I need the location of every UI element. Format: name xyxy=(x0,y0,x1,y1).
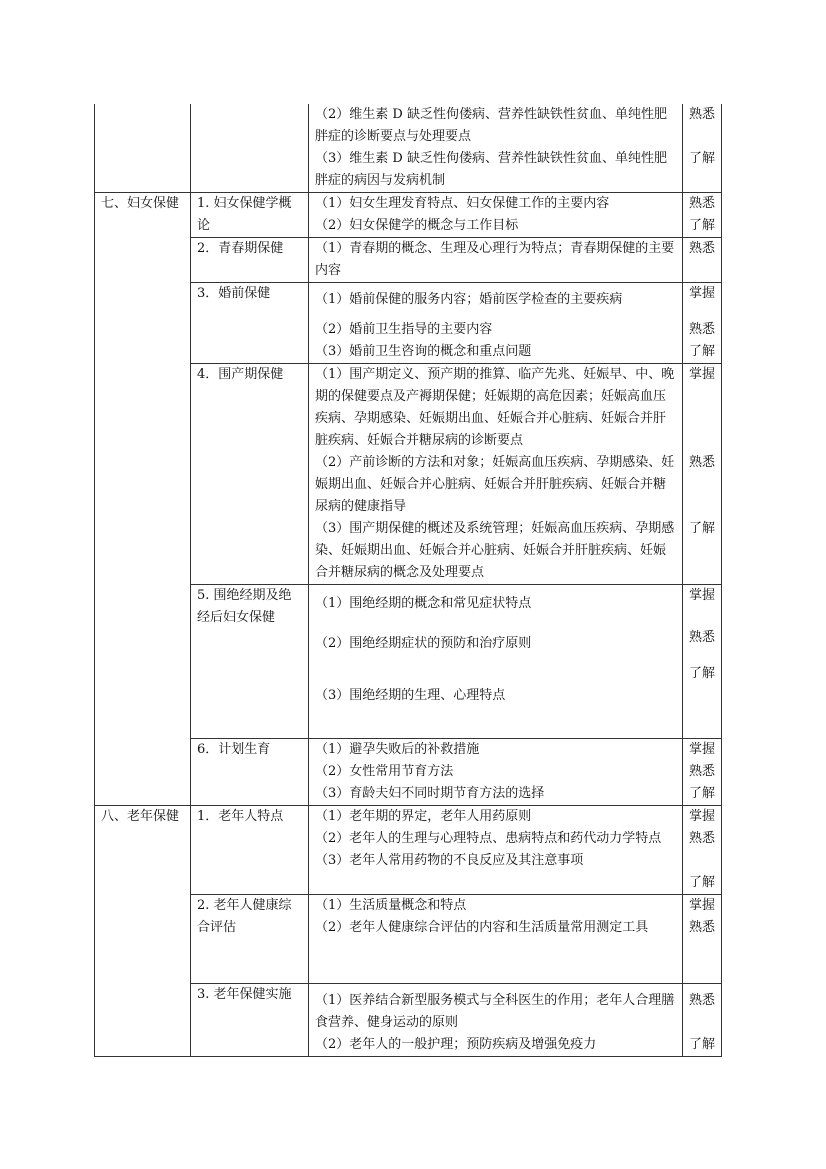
level-cell xyxy=(683,104,722,193)
content-cell xyxy=(309,364,683,585)
content-item: （2）老年人的生理与心理特点、患病特点和药代动力学特点 xyxy=(315,831,662,846)
content-cell xyxy=(309,984,683,1057)
content-cell xyxy=(309,238,683,283)
level-label: 掌握 xyxy=(688,286,715,301)
content-item: （2）妇女保健学的概念与工作目标 xyxy=(315,218,519,233)
content-cell xyxy=(309,585,683,739)
category-cell xyxy=(95,104,191,193)
content-item: （1）生活质量概念和特点 xyxy=(315,898,467,913)
level-cell xyxy=(683,364,722,585)
level-label: 掌握 xyxy=(688,367,715,382)
content-cell xyxy=(309,895,683,984)
level-label: 熟悉 xyxy=(688,831,715,846)
level-label: 了解 xyxy=(688,875,715,890)
content-item: （3）围产期保健的概述及系统管理；妊娠高血压疾病、孕期感染、妊娠期出血、妊娠合并心脏病、妊娠合并肝脏疾病、妊娠合并糖尿病的概念及处理要点 xyxy=(315,521,675,580)
content-cell xyxy=(309,193,683,238)
level-label: 熟悉 xyxy=(688,196,715,211)
level-cell xyxy=(683,585,722,739)
content-item: （1）妇女生理发育特点、妇女保健工作的主要内容 xyxy=(315,196,610,211)
level-label: 掌握 xyxy=(688,809,715,824)
table-row xyxy=(95,193,722,238)
category-cell: 七、妇女保健 xyxy=(95,193,191,806)
content-item: （2）婚前卫生指导的主要内容 xyxy=(315,322,493,337)
content-item: （1）青春期的概念、生理及心理行为特点；青春期保健的主要内容 xyxy=(315,241,675,278)
level-label: 熟悉 xyxy=(688,993,715,1008)
level-label: 熟悉 xyxy=(688,107,715,122)
topic-cell: 3．婚前保健 xyxy=(191,283,309,364)
level-label: 了解 xyxy=(688,786,715,801)
content-item: （3）维生素 D 缺乏性佝偻病、营养性缺铁性贫血、单纯性肥胖症的病因与发病机制 xyxy=(315,151,667,188)
content-cell xyxy=(309,104,683,193)
table-row xyxy=(95,104,722,193)
level-cell xyxy=(683,193,722,238)
topic-cell: 4．围产期保健 xyxy=(191,364,309,585)
level-label: 了解 xyxy=(688,151,715,166)
topic-cell: 1．老年人特点 xyxy=(191,806,309,895)
content-item: （3）育龄夫妇不同时期节育方法的选择 xyxy=(315,786,545,801)
level-label: 熟悉 xyxy=(688,455,715,470)
level-label: 掌握 xyxy=(688,588,715,603)
content-item: （1）医养结合新型服务模式与全科医生的作用；老年人合理膳食营养、健身运动的原则 xyxy=(315,993,675,1030)
content-item: （1）婚前保健的服务内容；婚前医学检查的主要疾病 xyxy=(315,292,623,307)
level-cell xyxy=(683,806,722,895)
content-item: （3）围绝经期的生理、心理特点 xyxy=(315,688,506,703)
topic-cell: 5. 围绝经期及绝经后妇女保健 xyxy=(191,585,309,739)
syllabus-table xyxy=(94,104,722,1057)
level-cell xyxy=(683,984,722,1057)
content-item: （2）老年人健康综合评估的内容和生活质量常用测定工具 xyxy=(315,920,649,935)
table-row xyxy=(95,806,722,895)
level-label: 熟悉 xyxy=(688,764,715,779)
content-item: （2）围绝经期症状的预防和治疗原则 xyxy=(315,636,532,651)
content-item: （2）女性常用节育方法 xyxy=(315,764,454,779)
topic-cell: 2. 老年人健康综合评估 xyxy=(191,895,309,984)
level-label: 了解 xyxy=(688,218,715,233)
level-label: 掌握 xyxy=(688,742,715,757)
level-cell xyxy=(683,895,722,984)
topic-cell xyxy=(191,104,309,193)
content-item: （3）婚前卫生咨询的概念和重点问题 xyxy=(315,344,532,359)
level-cell xyxy=(683,238,722,283)
topic-cell: 6．计划生育 xyxy=(191,739,309,806)
level-label: 了解 xyxy=(688,1037,715,1052)
content-item: （1）围绝经期的概念和常见症状特点 xyxy=(315,596,532,611)
topic-cell: 2．青春期保健 xyxy=(191,238,309,283)
topic-cell: 3. 老年保健实施 xyxy=(191,984,309,1057)
category-cell: 八、老年保健 xyxy=(95,806,191,1057)
content-item: （1）围产期定义、预产期的推算、临产先兆、妊娠早、中、晚期的保健要点及产褥期保健；妊娠期的高危因素；妊娠高血压疾病、孕期感染、妊娠期出血、妊娠合并心脏病、妊娠合并肝脏疾病、妊娠合并糖尿病的诊断要点 xyxy=(315,367,675,448)
level-label: 熟悉 xyxy=(688,322,715,337)
level-cell xyxy=(683,739,722,806)
content-item: （2）老年人的一般护理；预防疾病及增强免疫力 xyxy=(315,1037,597,1052)
content-cell xyxy=(309,739,683,806)
level-label: 熟悉 xyxy=(688,920,715,935)
content-item: （1）老年期的界定，老年人用药原则 xyxy=(315,809,532,824)
level-label: 了解 xyxy=(688,521,715,536)
level-label: 了解 xyxy=(688,344,715,359)
content-cell xyxy=(309,806,683,895)
level-label: 掌握 xyxy=(688,898,715,913)
content-item: （1）避孕失败后的补救措施 xyxy=(315,742,480,757)
content-item: （3）老年人常用药物的不良反应及其注意事项 xyxy=(315,853,584,868)
level-label: 了解 xyxy=(688,666,715,681)
content-cell xyxy=(309,283,683,364)
content-item: （2）维生素 D 缺乏性佝偻病、营养性缺铁性贫血、单纯性肥胖症的诊断要点与处理要点 xyxy=(315,107,667,144)
content-item: （2）产前诊断的方法和对象；妊娠高血压疾病、孕期感染、妊娠期出血、妊娠合并心脏病、妊娠合并肝脏疾病、妊娠合并糖尿病的健康指导 xyxy=(315,455,675,514)
level-cell xyxy=(683,283,722,364)
level-label: 熟悉 xyxy=(688,630,715,645)
level-label: 熟悉 xyxy=(688,241,715,256)
topic-cell: 1. 妇女保健学概论 xyxy=(191,193,309,238)
